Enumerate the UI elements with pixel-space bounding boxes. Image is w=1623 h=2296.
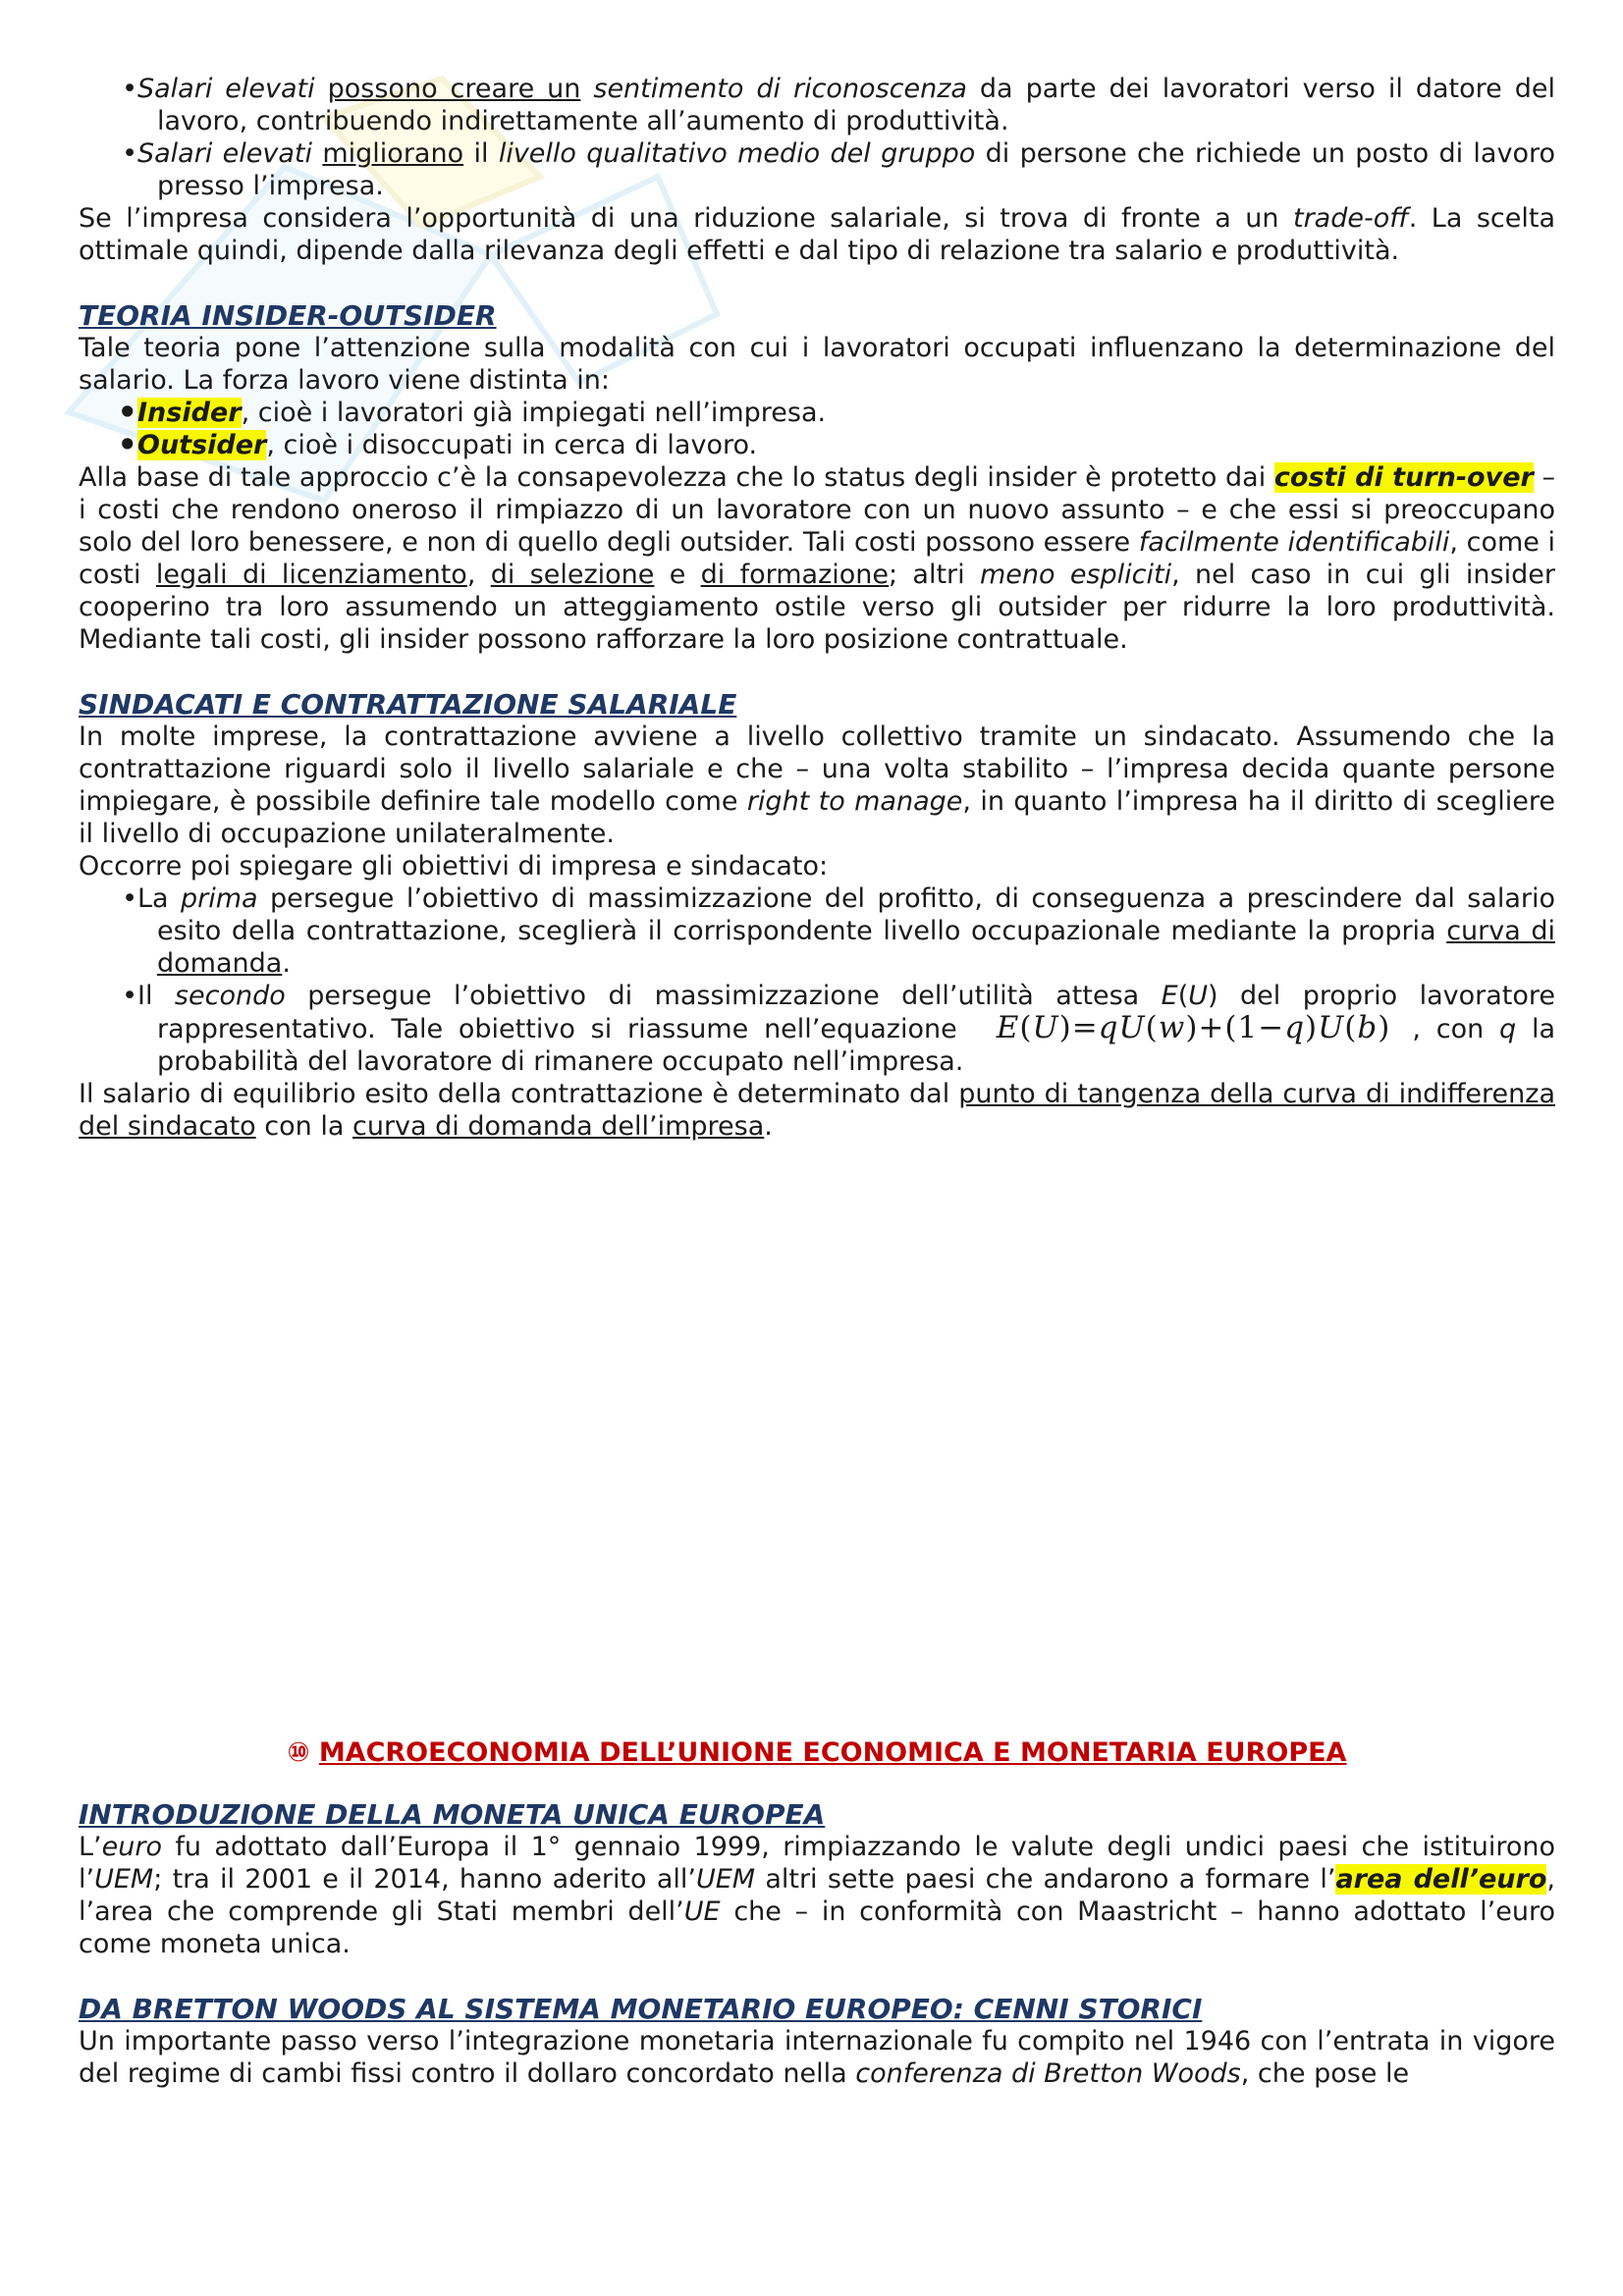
bullet-item-impresa: [79, 882, 1555, 980]
section-title-bretton-woods: DA BRETTON WOODS AL SISTEMA MONETARIO EUROPEO: CENNI STORICI: [79, 1993, 1203, 2025]
bullet-item-outsider: [79, 429, 1555, 461]
text: , nel caso in cui gli insider cooperino tra loro assumendo un atteggiamento ostile verso gli outsider per ridurre la loro produttività. Mediante tali costi, gli insider possono rafforzare la loro posizione contrattuale.: [79, 560, 1555, 655]
text: fu adottato dall’Europa il 1° gennaio 1999, rimpiazzando le valute degli undici paesi che istituirono l’: [79, 1832, 1555, 1895]
text: , come i costi: [79, 527, 1555, 590]
text-underlined: curva di domanda: [157, 916, 1555, 979]
eq-part: U: [1032, 1010, 1059, 1045]
text-em: sentimento di riconoscenza: [593, 74, 967, 104]
text-em: U: [1188, 981, 1209, 1011]
text: .: [282, 948, 291, 979]
eq-part: (: [1344, 1010, 1358, 1045]
bullet-item-sindacato: [79, 980, 1555, 1078]
text: da parte dei lavoratori verso il datore del lavoro, contribuendo indirettamente all’aumento di produttività.: [157, 74, 1555, 136]
eq-part: 1−: [1237, 1010, 1285, 1045]
text: , l’area che comprende gli Stati membri dell’: [79, 1864, 1555, 1927]
text: Il: [137, 981, 153, 1011]
text: , con: [1412, 1014, 1485, 1044]
text: ) del proprio lavoratore rappresentativo. Tale obiettivo si riassume nell’equazione: [157, 981, 1555, 1044]
chapter-title-text: MACROECONOMIA DELL’UNIONE ECONOMICA E MONETARIA EUROPEA: [318, 1737, 1347, 1768]
eq-part: )=: [1058, 1010, 1099, 1045]
text-underlined: possono creare un: [327, 74, 581, 104]
text-em: meno espliciti: [979, 560, 1172, 590]
text: ,: [466, 560, 476, 590]
eq-part: E: [996, 1010, 1020, 1045]
text-em: facilmente identificabili: [1138, 527, 1450, 558]
text-underlined: legali di licenziamento: [155, 560, 467, 590]
text: che – in conformità con Maastricht – hanno adottato l’euro come moneta unica.: [79, 1896, 1555, 1959]
equation-expected-utility: [997, 1010, 1391, 1045]
eq-part: q: [1284, 1010, 1306, 1045]
chapter-number: ⑩: [287, 1737, 310, 1768]
bullet-list-salari: [79, 73, 1555, 202]
paragraph-insider-intro: Tale teoria pone l’attenzione sulla modalità con cui i lavoratori occupati influenzano la determinazione del salario. La forza lavoro viene distinta in:: [79, 333, 1555, 396]
paragraph-equilibrio: [79, 1078, 1555, 1143]
eq-part: U: [1318, 1010, 1345, 1045]
text: , che pose le: [1240, 2058, 1410, 2089]
text: con la: [264, 1111, 345, 1142]
bullet-list-insider: [79, 397, 1555, 461]
text-em: secondo: [174, 981, 286, 1011]
text: In molte imprese, la contrattazione avviene a livello collettivo tramite un sindacato. Assumendo che la contrattazione riguardi solo il livello salariale e che – una volta stabilito – l’impresa decida quante persone impiegare, è possibile definire tale modello come: [79, 721, 1555, 817]
text: il: [473, 138, 489, 169]
paragraph-euro: [79, 1831, 1555, 1960]
eq-part: qU: [1098, 1010, 1146, 1045]
text: ; tra il 2001 e il 2014, hanno aderito all’: [153, 1864, 696, 1895]
text: . La scelta ottimale quindi, dipende dalla rilevanza degli effetti e dal tipo di relazione tra salario e produttività.: [79, 203, 1555, 266]
highlight-term: Insider: [137, 398, 242, 428]
section-title-sindacati: SINDACATI E CONTRATTAZIONE SALARIALE: [79, 688, 737, 721]
text-underlined: punto di tangenza della curva di indifferenza del sindacato: [79, 1079, 1555, 1142]
paragraph-bretton-woods: [79, 2025, 1555, 2090]
text-em: UEM: [94, 1864, 154, 1895]
chapter-title: [79, 1736, 1555, 1769]
document-page: [79, 73, 1555, 2090]
eq-part: ): [1305, 1010, 1319, 1045]
text-em: Salari elevati: [137, 74, 315, 104]
eq-part: w: [1158, 1010, 1186, 1045]
eq-part: )+(: [1185, 1010, 1238, 1045]
highlight-term: area dell’euro: [1335, 1864, 1547, 1895]
text: ; altri: [889, 560, 965, 590]
highlight-term: costi di turn-over: [1273, 462, 1534, 493]
text: Un importante passo verso l’integrazione monetaria internazionale fu compito nel 1946 con l’entrata in vigore del regime di cambi fissi contro il dollaro concordato nella: [79, 2026, 1555, 2089]
paragraph-turnover: [79, 461, 1555, 656]
text: La: [137, 883, 169, 914]
text: , cioè i disoccupati in cerca di lavoro.: [266, 430, 758, 460]
text: L’: [79, 1832, 102, 1862]
text: Alla base di tale approccio c’è la consapevolezza che lo status degli insider è protetto dai: [79, 462, 1267, 493]
text: persegue l’obiettivo di massimizzazione dell’utilità attesa: [307, 981, 1140, 1011]
text: , cioè i lavoratori già impiegati nell’impresa.: [241, 398, 827, 428]
paragraph-obiettivi: Occorre poi spiegare gli obiettivi di impresa e sindacato:: [79, 851, 829, 881]
text: altri sette paesi che andarono a formare l’: [765, 1864, 1336, 1895]
text: la probabilità del lavoratore di rimanere occupato nell’impresa.: [157, 1014, 1555, 1077]
highlight-term: Outsider: [137, 430, 267, 460]
text: , in quanto l’impresa ha il diritto di scegliere il livello di occupazione unilateralmente.: [79, 786, 1555, 849]
text: e: [669, 560, 686, 590]
bullet-item-livello-qualitativo: [79, 137, 1555, 202]
text-em: q: [1499, 1014, 1517, 1044]
text-em: right to manage: [746, 786, 963, 817]
text-underlined: di selezione: [490, 560, 655, 590]
text: – i costi che rendono oneroso il rimpiazzo di un lavoratore con un nuovo assunto – e che essi si preoccupano solo del loro benessere, e non di quello degli outsider. Tali costi possono essere: [79, 462, 1555, 558]
text-underlined: migliorano: [322, 138, 464, 169]
bullet-item-riconoscenza: [79, 73, 1555, 137]
text-em: UE: [683, 1896, 721, 1927]
bullet-list-obiettivi: [79, 882, 1555, 1078]
eq-part: ): [1378, 1010, 1391, 1045]
text: .: [764, 1111, 773, 1142]
text-underlined: di formazione: [700, 560, 890, 590]
text-em: UEM: [695, 1864, 756, 1895]
text-em: Salari elevati: [137, 138, 313, 169]
text: Il salario di equilibrio esito della contrattazione è determinato dal: [79, 1079, 950, 1109]
eq-part: (: [1019, 1010, 1033, 1045]
text-em: livello qualitativo medio del gruppo: [498, 138, 976, 169]
eq-part: b: [1357, 1010, 1379, 1045]
paragraph-trade-off: [79, 202, 1555, 267]
text-em: E: [1161, 981, 1178, 1011]
eq-part: (: [1145, 1010, 1159, 1045]
section-title-moneta-unica: INTRODUZIONE DELLA MONETA UNICA EUROPEA: [79, 1798, 826, 1831]
text: (: [1177, 981, 1189, 1011]
text: persegue l’obiettivo di massimizzazione del profitto, di conseguenza a prescindere dal salario esito della contrattazione, sceglierà il corrispondente livello occupazionale mediante la propria: [157, 883, 1556, 946]
text-underlined: curva di domanda dell’impresa: [352, 1111, 765, 1142]
text: di persone che richiede un posto di lavoro presso l’impresa.: [157, 138, 1555, 201]
section-title-insider-outsider: TEORIA INSIDER-OUTSIDER: [79, 299, 497, 332]
text: Se l’impresa considera l’opportunità di una riduzione salariale, si trova di fronte a un: [79, 203, 1279, 234]
text-em: prima: [181, 883, 258, 914]
text-em: euro: [101, 1832, 162, 1862]
text-em: conferenza di Bretton Woods: [855, 2058, 1241, 2089]
paragraph-right-to-manage: [79, 721, 1555, 850]
text-em: trade-off: [1293, 203, 1409, 234]
bullet-item-insider: [79, 397, 1555, 429]
